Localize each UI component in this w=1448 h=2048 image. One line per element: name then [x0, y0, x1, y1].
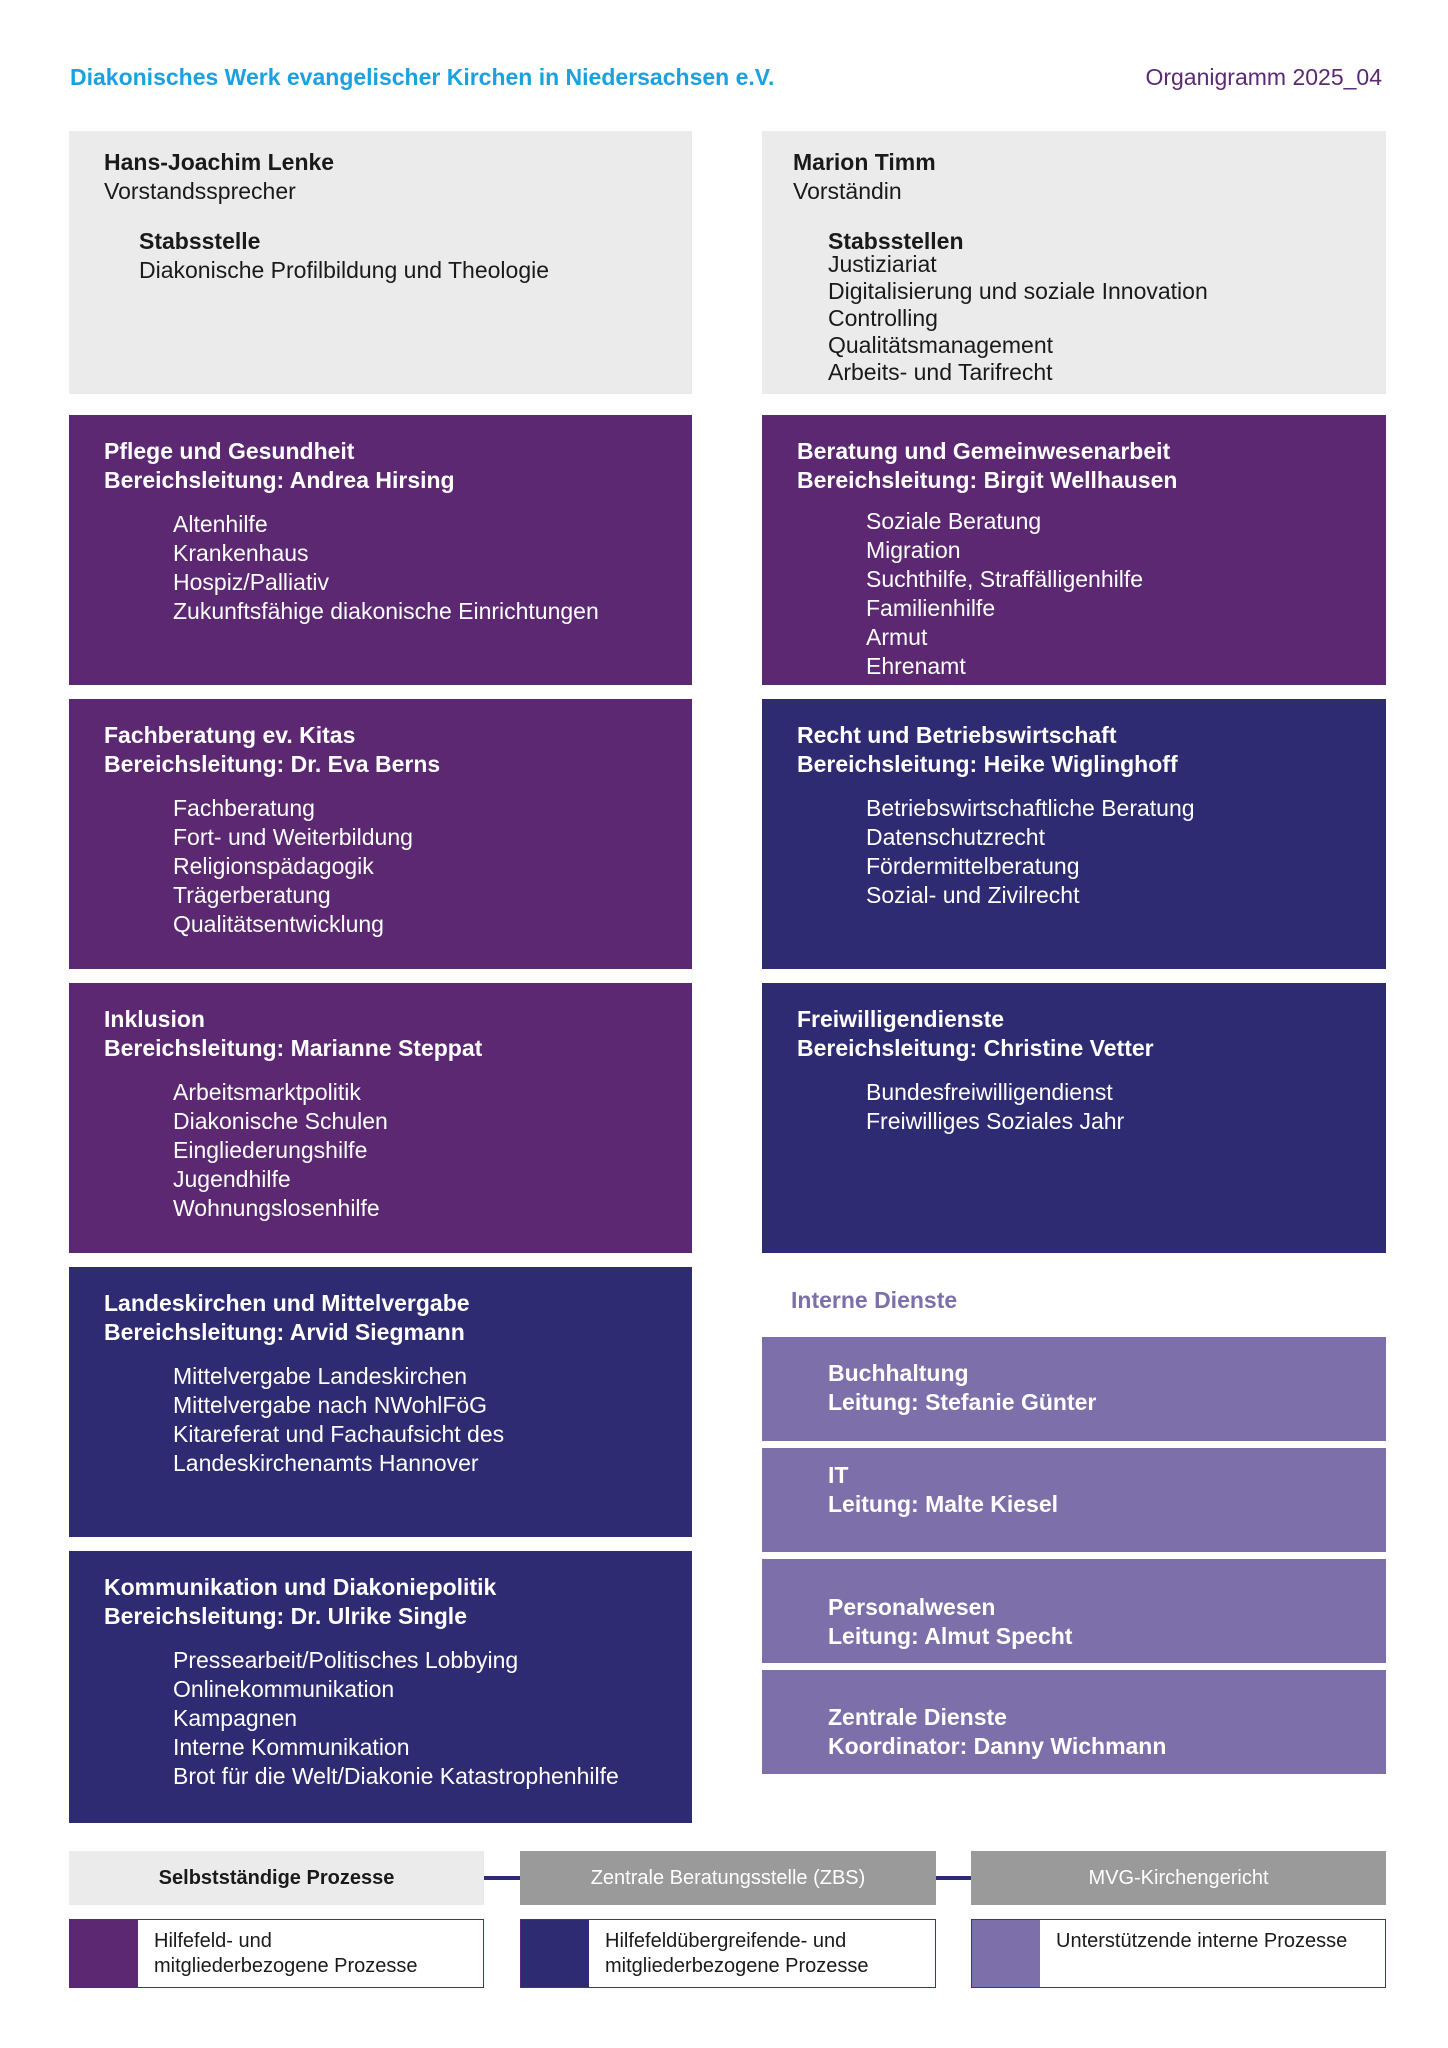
list-item: Landeskirchenamts Hannover — [173, 1450, 479, 1476]
list-item: Digitalisierung und soziale Innovation — [828, 278, 1208, 304]
department-lead: Bereichsleitung: Marianne Steppat — [104, 1035, 483, 1061]
legend-key-intern — [971, 1919, 1386, 1988]
legend-swatch — [972, 1920, 1040, 1987]
department-title: Recht und Betriebswirtschaft — [797, 722, 1117, 748]
department-items — [173, 510, 599, 626]
department-beratung-gemeinwesenarbeit — [762, 415, 1386, 685]
list-item: Fachberatung — [173, 795, 315, 821]
document-version: Organigramm 2025_04 — [1145, 64, 1382, 90]
department-lead: Bereichsleitung: Heike Wiglinghoff — [797, 751, 1178, 777]
list-item: Fördermittelberatung — [866, 853, 1080, 879]
list-item: Krankenhaus — [173, 540, 309, 566]
list-item: Soziale Beratung — [866, 508, 1042, 534]
department-freiwilligendienste — [762, 983, 1386, 1253]
list-item: Eingliederungshilfe — [173, 1137, 368, 1163]
internal-service-zentrale-dienste — [762, 1670, 1386, 1774]
department-items — [173, 794, 413, 939]
department-lead: Bereichsleitung: Dr. Ulrike Single — [104, 1603, 467, 1629]
department-title: Kommunikation und Diakoniepolitik — [104, 1574, 497, 1600]
legend-label — [589, 1920, 869, 1979]
list-item: Qualitätsentwicklung — [173, 911, 384, 937]
list-item: Brot für die Welt/Diakonie Katastrophenhilfe — [173, 1763, 619, 1789]
connector-line — [484, 1876, 520, 1880]
list-item: Datenschutzrecht — [866, 824, 1045, 850]
list-item: Wohnungslosenhilfe — [173, 1195, 380, 1221]
department-items — [173, 1078, 388, 1223]
legend-swatch — [70, 1920, 138, 1987]
list-item: Migration — [866, 537, 961, 563]
list-item: Trägerberatung — [173, 882, 331, 908]
list-item: Onlinekommunikation — [173, 1676, 395, 1702]
list-item: Justiziariat — [828, 251, 937, 277]
staff-unit-title: Stabsstellen — [828, 228, 964, 254]
staff-unit-list — [828, 251, 1208, 386]
department-title: Landeskirchen und Mittelvergabe — [104, 1290, 470, 1316]
legend-key-hilfefeld — [69, 1919, 484, 1988]
department-recht-betriebswirtschaft — [762, 699, 1386, 969]
department-items — [173, 1362, 504, 1478]
board-member-role: Vorstandssprecher — [104, 178, 296, 204]
list-item: Qualitätsmanagement — [828, 332, 1054, 358]
department-landeskirchen-mittelvergabe — [69, 1267, 692, 1537]
department-lead: Bereichsleitung: Andrea Hirsing — [104, 467, 455, 493]
legend-label-line: mitgliederbezogene Prozesse — [605, 1955, 869, 1977]
list-item: Altenhilfe — [173, 511, 268, 537]
service-lead: Leitung: Stefanie Günter — [828, 1389, 1097, 1415]
internal-service-buchhaltung — [762, 1337, 1386, 1441]
service-title: Zentrale Dienste — [828, 1704, 1007, 1730]
staff-unit-title: Stabsstelle — [139, 228, 261, 254]
list-item: Mittelvergabe Landeskirchen — [173, 1363, 468, 1389]
service-title: Buchhaltung — [828, 1360, 969, 1386]
department-items — [173, 1646, 619, 1791]
board-member-role: Vorständin — [793, 178, 902, 204]
department-items — [866, 794, 1195, 910]
service-title: Personalwesen — [828, 1594, 996, 1620]
department-title: Pflege und Gesundheit — [104, 438, 355, 464]
list-item: Mittelvergabe nach NWohlFöG — [173, 1392, 488, 1418]
internal-service-personalwesen — [762, 1559, 1386, 1663]
board-card-member — [762, 131, 1386, 394]
staff-unit-list — [139, 256, 549, 285]
legend-label — [138, 1920, 418, 1979]
list-item: Jugendhilfe — [173, 1166, 291, 1192]
legend-label-line: Hilfefeldübergreifende- und — [605, 1930, 847, 1952]
service-lead: Leitung: Malte Kiesel — [828, 1491, 1059, 1517]
department-lead: Bereichsleitung: Arvid Siegmann — [104, 1319, 465, 1345]
department-kommunikation-diakoniepolitik — [69, 1551, 692, 1823]
department-title: Inklusion — [104, 1006, 205, 1032]
department-lead: Bereichsleitung: Birgit Wellhausen — [797, 467, 1178, 493]
organization-name: Diakonisches Werk evangelischer Kirchen in Niedersachsen e.V. — [70, 64, 775, 90]
list-item: Familienhilfe — [866, 595, 996, 621]
department-title: Freiwilligendienste — [797, 1006, 1005, 1032]
department-inklusion — [69, 983, 692, 1253]
list-item: Diakonische Profilbildung und Theologie — [139, 257, 550, 283]
legend-key-uebergreifend — [520, 1919, 936, 1988]
service-lead: Leitung: Almut Specht — [828, 1623, 1073, 1649]
list-item: Arbeitsmarktpolitik — [173, 1079, 361, 1105]
department-title: Beratung und Gemeinwesenarbeit — [797, 438, 1171, 464]
list-item: Suchthilfe, Straffälligenhilfe — [866, 566, 1144, 592]
legend-label-line: Hilfefeld- und — [154, 1930, 272, 1952]
service-title: IT — [828, 1462, 849, 1488]
list-item: Pressearbeit/Politisches Lobbying — [173, 1647, 519, 1673]
list-item: Ehrenamt — [866, 653, 966, 679]
department-lead: Bereichsleitung: Dr. Eva Berns — [104, 751, 441, 777]
department-fachberatung-kitas — [69, 699, 692, 969]
legend-label-line: mitgliederbezogene Prozesse — [154, 1955, 418, 1977]
list-item: Kitareferat und Fachaufsicht des — [173, 1421, 505, 1447]
board-card-speaker — [69, 131, 692, 394]
list-item: Betriebswirtschaftliche Beratung — [866, 795, 1195, 821]
list-item: Fort- und Weiterbildung — [173, 824, 413, 850]
department-items — [866, 507, 1143, 681]
list-item: Sozial- und Zivilrecht — [866, 882, 1080, 908]
list-item: Hospiz/Palliativ — [173, 569, 329, 595]
list-item: Freiwilliges Soziales Jahr — [866, 1108, 1125, 1134]
board-member-name: Hans-Joachim Lenke — [104, 149, 335, 175]
department-lead: Bereichsleitung: Christine Vetter — [797, 1035, 1154, 1061]
service-lead: Koordinator: Danny Wichmann — [828, 1733, 1167, 1759]
internal-services-label: Interne Dienste — [791, 1287, 958, 1313]
department-pflege-gesundheit — [69, 415, 692, 685]
list-item: Kampagnen — [173, 1705, 298, 1731]
legend-label — [1040, 1920, 1347, 1954]
list-item: Zukunftsfähige diakonische Einrichtungen — [173, 598, 599, 624]
list-item: Interne Kommunikation — [173, 1734, 410, 1760]
internal-service-it — [762, 1448, 1386, 1552]
independent-processes-box: Selbstständige Prozesse — [69, 1851, 484, 1905]
list-item: Controlling — [828, 305, 938, 331]
connector-line — [936, 1876, 971, 1880]
department-title: Fachberatung ev. Kitas — [104, 722, 356, 748]
list-item: Arbeits- und Tarifrecht — [828, 359, 1053, 385]
legend-swatch — [521, 1920, 589, 1987]
list-item: Bundesfreiwilligendienst — [866, 1079, 1113, 1105]
mvg-court-box: MVG-Kirchengericht — [971, 1851, 1386, 1905]
list-item: Armut — [866, 624, 928, 650]
zbs-box: Zentrale Beratungsstelle (ZBS) — [520, 1851, 936, 1905]
list-item: Diakonische Schulen — [173, 1108, 388, 1134]
department-items — [866, 1078, 1124, 1136]
list-item: Religionspädagogik — [173, 853, 374, 879]
board-member-name: Marion Timm — [793, 149, 936, 175]
legend-label-line: Unterstützende interne Prozesse — [1056, 1930, 1348, 1952]
